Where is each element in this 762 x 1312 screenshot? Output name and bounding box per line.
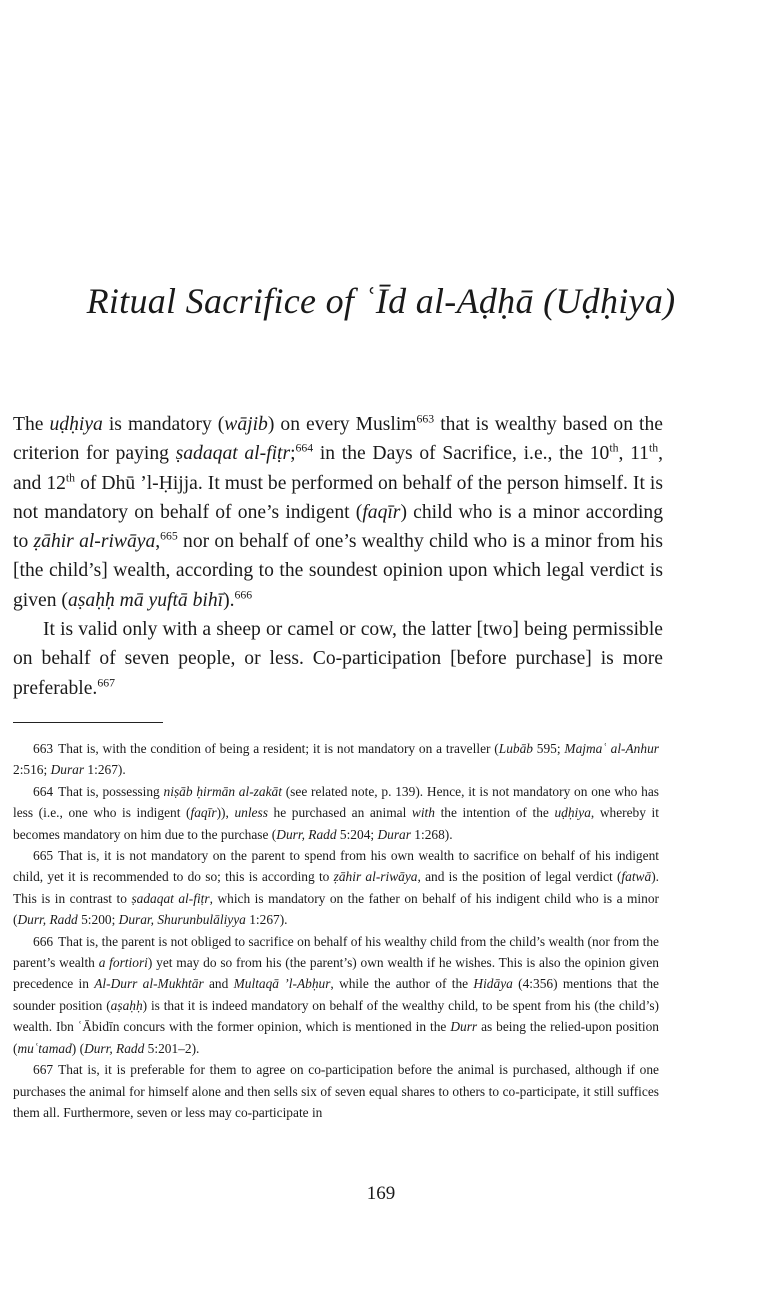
paragraph-1: The uḍḥiya is mandatory (wājib) on every Muslim$^{663}$ that is wealthy based on the criterion for paying ṣadaqat al-fiṭr;$^{664}$ in the Days of Sacrifice, i.e., the 10th, 11th, and 12th of Dhū ’l-Ḥijja. It must be performed on behalf of the person himself. It is not mandatory on behalf of one’s indigent (faqīr) child who is a minor according to ẓāhir al-riwāya,$^{665}$ nor on behalf of one’s wealthy child who is a minor from his [the child’s] wealth, according to the soundest opinion upon which legal verdict is given (aṣaḥḥ mā yuftā bihī).$^{666}$: [13, 412, 664, 611]
footnote-665: 665 That is, it is not mandatory on the parent to spend from his own wealth to sacrifice on behalf of his indigent child, yet it is recommended to do so; this is according to ẓāhir al-riwāya, and is the position of legal verdict (fatwā). This is in contrast to ṣadaqat al-fiṭr, which is mandatory on the father on behalf of his indigent child who is a minor (Durr, Radd 5:200; Durar, Shurunbulāliyya 1:267).: [13, 848, 659, 928]
footnote-ref-663[interactable]: 663: [416, 412, 435, 426]
main-text: [13, 410, 663, 703]
footnote-666: 666 That is, the parent is not obliged to sacrifice on behalf of his wealthy child from the child’s wealth (nor from the parent’s wealth a fortiori) yet may do so from his (the parent’s) own wealth if he wishes. This is also the opinion given precedence in Al-Durr al-Mukhtār and Multaqā ’l-Abḥur, while the author of the Hidāya (4:356) mentions that the sounder position (aṣaḥḥ) is that it is indeed mandatory on behalf of the wealthy child, to be spent from his (the child’s) wealth. Ibn ʿĀbidīn concurs with the former opinion, which is mentioned in the Durr as being the relied-upon position (muʿtamad) (Durr, Radd 5:201–2).: [13, 933, 659, 1056]
footnote-ref-667[interactable]: 667: [97, 676, 115, 690]
paragraph-2: It is valid only with a sheep or camel or cow, the latter [two] being permissible on behalf of seven people, or less. Co-participation [before purchase] is more preferable.$^{667}$: [13, 619, 663, 699]
page-number: 169: [366, 1183, 396, 1204]
chapter-title: Ritual Sacrifice of ʿĪd al-Aḍḥā (Uḍḥiya): [86, 281, 676, 321]
footnotes: [13, 738, 659, 1123]
footnote-ref-664[interactable]: 664: [295, 441, 314, 455]
footnote-664: 664 That is, possessing niṣāb ḥirmān al-zakāt (see related note, p. 139). Hence, it is not mandatory on one who has less (i.e., one who is indigent (faqīr)), unless he purchased an animal with the intention of the uḍḥiya, whereby it becomes mandatory on him due to the purchase (Durr, Radd 5:204; Durar 1:268).: [13, 783, 660, 842]
footnote-667: 667 That is, it is preferable for them to agree on co-participation before the animal is purchased, although if one purchases the animal for himself alone and then sells six of seven equal shares to others to co-participate, it still suffices them all. Furthermore, seven or less may co-participate in: [13, 1062, 659, 1120]
footnote-ref-665[interactable]: 665: [160, 529, 178, 543]
footnote-ref-666[interactable]: 666: [234, 588, 253, 602]
footnote-divider: [13, 722, 163, 723]
footnote-663: 663 That is, with the condition of being a resident; it is not mandatory on a traveller (Lubāb 595; Majmaʿ al-Anhur 2:516; Durar 1:267).: [13, 741, 659, 778]
